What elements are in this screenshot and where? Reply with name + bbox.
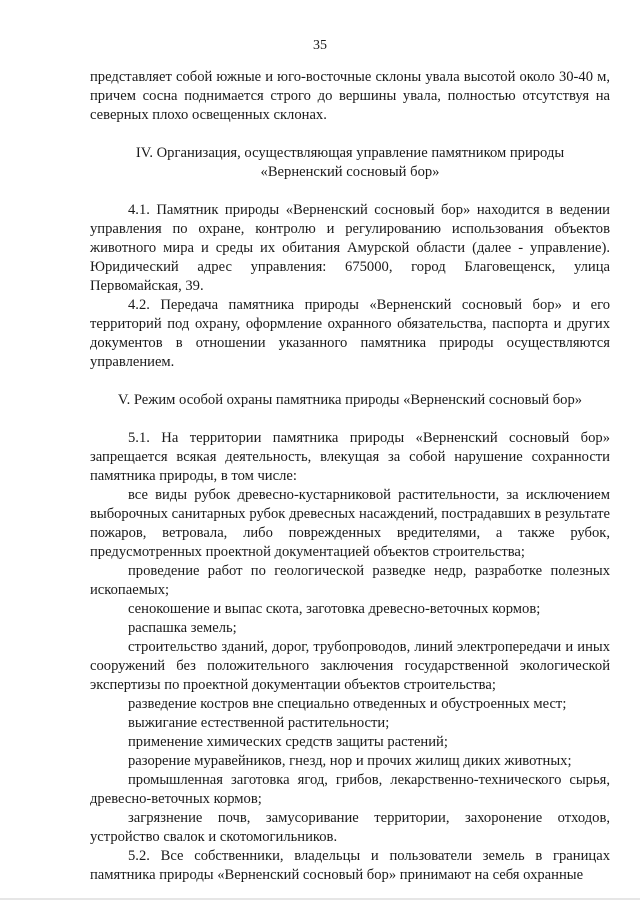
spacer: [90, 410, 610, 429]
spacer: [90, 182, 610, 201]
list-item: распашка земель;: [128, 620, 237, 636]
list-item: промышленная заготовка ягод, грибов, лекарственно-технического сырья, древесно-веточных кормов;: [90, 772, 610, 807]
section-4-heading-line1: IV. Организация, осуществляющая управление памятником природы: [135, 145, 565, 161]
paragraph-5-1: 5.1. На территории памятника природы «Верненский сосновый бор» запрещается всякая деятельность, влекущая за собой нарушение сохранности памятника природы, в том числе:: [90, 430, 610, 484]
document-body: [90, 68, 610, 885]
list-item: проведение работ по геологической разведке недр, разработке полезных ископаемых;: [90, 563, 610, 598]
paragraph-4-1: 4.1. Памятник природы «Верненский сосновый бор» находится в ведении управления по охране, контролю и регулированию использования объектов животного мира и среды их обитания Амурской области (далее - управление). Юридический адрес управления: 675000, город Благовещенск, улица Первомайская, 39.: [90, 202, 610, 294]
list-item: сенокошение и выпас скота, заготовка древесно-веточных кормов;: [128, 601, 541, 617]
page-number: 35: [313, 38, 327, 53]
list-item: выжигание естественной растительности;: [128, 715, 390, 731]
spacer: [90, 125, 610, 144]
list-item: применение химических средств защиты растений;: [128, 734, 448, 750]
list-item: загрязнение почв, замусоривание территории, захоронение отходов, устройство свалок и скотомогильников.: [90, 810, 610, 845]
list-item: разорение муравейников, гнезд, нор и прочих жилищ диких животных;: [128, 753, 572, 769]
paragraph-4-2: 4.2. Передача памятника природы «Верненский сосновый бор» и его территорий под охрану, оформление охранного обязательства, паспорта и других документов в отношении указанного памятника природы осуществляются управлением.: [90, 297, 610, 370]
paragraph-5-2: 5.2. Все собственники, владельцы и пользователи земель в границах памятника природы «Верненский сосновый бор» принимают на себя охранные: [90, 848, 610, 883]
list-item: строительство зданий, дорог, трубопроводов, линий электропередачи и иных сооружений без положительного заключения государственной экологической экспертизы по проектной документации объектов строительства;: [90, 639, 610, 693]
section-4-heading-line2: «Верненский сосновый бор»: [260, 164, 440, 180]
prohibition-list: [90, 486, 610, 847]
spacer: [90, 372, 610, 391]
scan-edge: [0, 898, 640, 900]
section-4-heading: [90, 144, 610, 182]
intro-paragraph: представляет собой южные и юго-восточные склоны увала высотой около 30-40 м, причем сосна поднимается строго до вершины увала, полностью отсутствуя на северных плохо освещенных склонах.: [90, 69, 610, 123]
list-item: все виды рубок древесно-кустарниковой растительности, за исключением выборочных санитарных рубок древесных насаждений, пострадавших в результате пожаров, ветровала, либо поврежденных вредителями, а также рубок, предусмотренных проектной документацией объектов строительства;: [90, 487, 610, 560]
section-5-heading: V. Режим особой охраны памятника природы «Верненский сосновый бор»: [117, 392, 583, 408]
list-item: разведение костров вне специально отведенных и обустроенных мест;: [128, 696, 567, 712]
